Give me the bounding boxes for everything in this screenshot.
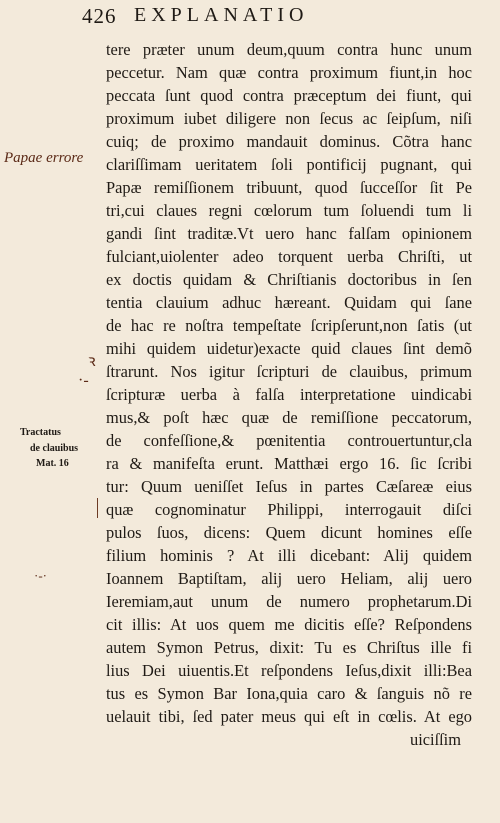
text-line: cuiq; de proximo mandauit dominus. Cõtra hanc — [106, 132, 472, 151]
text-line: clariſſimam ueritatem ſoli pontificij pugnant, qui — [106, 155, 472, 174]
text-line: autem Symon Petrus, dixit: Tu es Chriſtus ille fi — [106, 638, 472, 657]
text-line: gandi ſint traditæ.Vt uero hanc falſam opinionem — [106, 224, 472, 243]
text-line: peccata ſunt quod contra præceptum dei fiunt, qui — [106, 86, 472, 105]
text-line: mus,& poſt hæc quæ de remiſſione peccatorum, — [106, 408, 472, 427]
text-line: mihi quidem uidetur)exacte quid claues ſint demõ — [106, 339, 472, 358]
page-number: 426 — [82, 4, 117, 28]
text-line: tentia clauium adhuc hæreant. Quidam qui ſane — [106, 293, 472, 312]
printed-sidenote-tractatus: Tractatus — [20, 427, 61, 438]
text-line: filium hominis ? At illi dicebant: Alij quidem — [106, 546, 472, 565]
text-line: ra & manifeſta erunt. Matthæi ergo 16. ſic ſcribi — [106, 454, 472, 473]
running-head: EXPLANATIO — [134, 4, 309, 26]
text-line: Ioannem Baptiſtam, alij uero Heliam, alij uero — [106, 569, 472, 588]
text-line: tere præter unum deum,quum contra hunc unum — [106, 40, 472, 59]
text-line: quæ cognominatur Philippi, interrogauit diſci — [106, 500, 472, 519]
text-line: cit illis: At uos quem me dicitis eſſe? Reſpondens — [106, 615, 472, 634]
text-line: tur: Quum ueniſſet Ieſus in partes Cæſareæ eius — [106, 477, 472, 496]
handwritten-marginal-note: Papae errore — [4, 150, 84, 166]
printed-sidenote-de-clauibus: de clauibus — [30, 443, 79, 454]
text-line: proximum iubet diligere non ſecus ac ſeipſum, niſi — [106, 109, 472, 128]
text-line: Papæ remiſſionem tribuunt, quod ſucceſſor ſit Pe — [106, 178, 472, 197]
text-line: uelauit tibi, ſed pater meus qui eſt in cœlis. At ego — [106, 707, 472, 726]
handwritten-mark: ꝛ — [88, 353, 96, 370]
catchword: uiciſſim — [410, 730, 461, 749]
handwritten-mark: ·- — [78, 372, 89, 389]
text-line: de hac re noſtra tempeſtate ſcripſerunt,non ſatis (ut — [106, 316, 472, 335]
text-line: Ieremiam,aut unum de numero prophetarum.Di — [106, 592, 472, 611]
text-line: de confeſſione,& pœnitentia controuertuntur,cla — [106, 431, 472, 450]
printed-sidenote-reference: Mat. 16 — [36, 458, 69, 469]
text-line: ſtrarunt. Nos igitur ſcripturi de clauibus, primum — [106, 362, 472, 381]
handwritten-mark: ·-· — [34, 568, 47, 583]
text-line: pulos ſuos, dicens: Quem dicunt homines eſſe — [106, 523, 472, 542]
text-line: fulciant,uiolenter adeo torquent uerba Chriſti, ut — [106, 247, 472, 266]
text-line: tri,cui claues regni cœlorum tum ſoluendi tum li — [106, 201, 472, 220]
text-line: tus es Symon Bar Iona,quia caro & ſanguis nõ re — [106, 684, 472, 703]
text-line: peccetur. Nam quæ contra proximum fiunt,in hoc — [106, 63, 472, 82]
text-line: lius Dei uiuentis.Et reſpondens Ieſus,dixit illi:Bea — [106, 661, 472, 680]
text-line: ex doctis quidam & Chriſtianis doctoribus in ſen — [106, 270, 472, 289]
text-line: ſcripturæ uerba à falſa interpretatione uindicabi — [106, 385, 472, 404]
